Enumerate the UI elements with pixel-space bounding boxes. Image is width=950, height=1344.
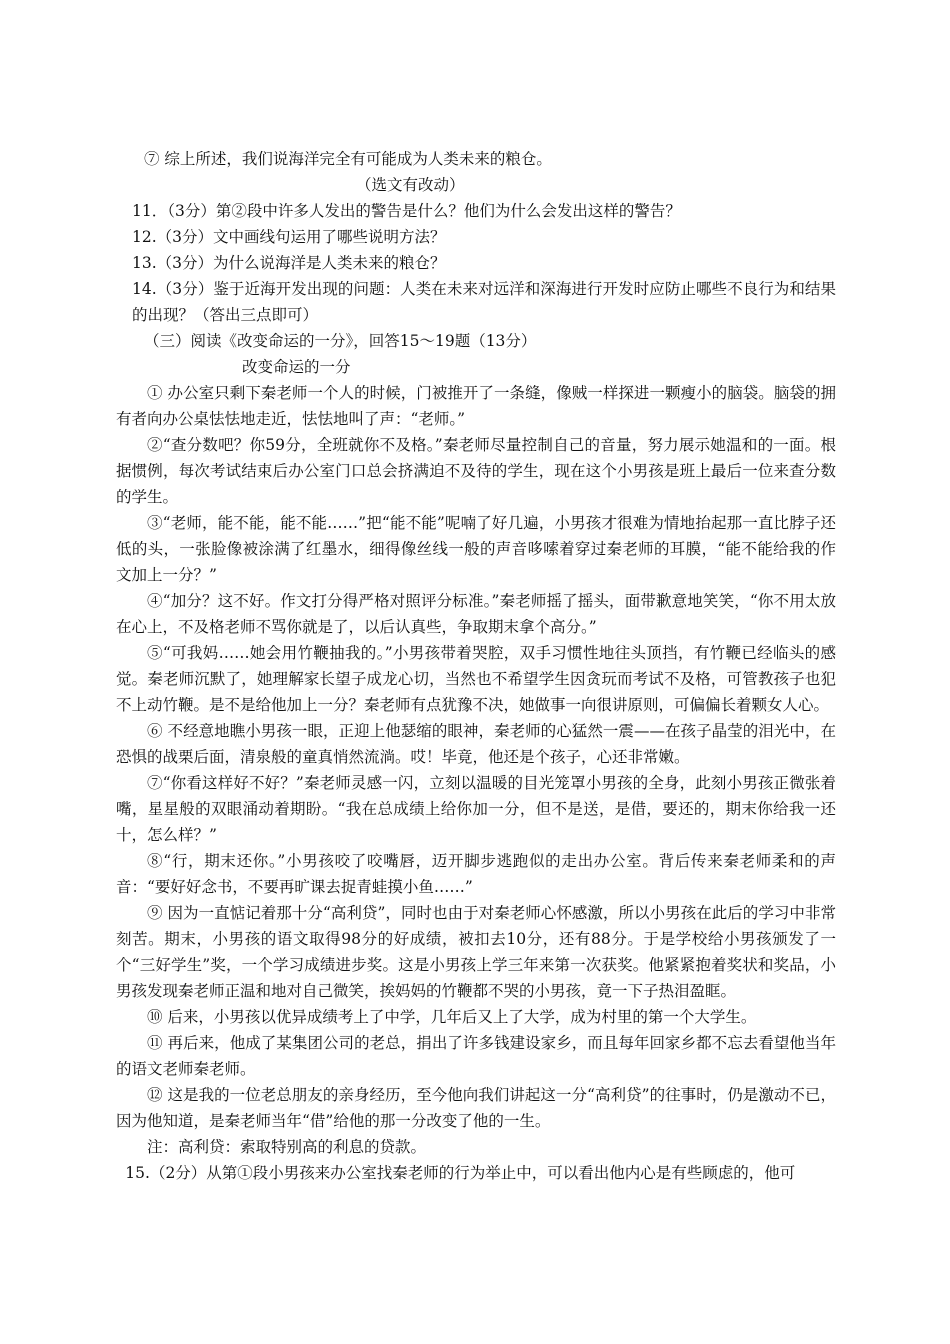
question-14: 14.（3分）鉴于近海开发出现的问题：人类在未来对远洋和深海进行开发时应防止哪些不良行为和结果的出现？（答出三点即可）	[132, 280, 836, 324]
article-paragraph-7: ⑦“你看这样好不好？”秦老师灵感一闪，立刻以温暖的目光笼罩小男孩的全身，此刻小男孩正微张着嘴，星星般的双眼涌动着期盼。“我在总成绩上给你加一分，但不是送，是借，要还的，期末你给我一还十，怎么样？”	[116, 774, 836, 844]
article-paragraph-3: ③“老师，能不能，能不能……”把“能不能”呢喃了好几遍，小男孩才很难为情地抬起那一直比脖子还低的头，一张脸像被涂满了红墨水，细得像丝线一般的声音哆嗦着穿过秦老师的耳膜，“能不能给我的作文加上一分？”	[116, 514, 836, 584]
question-11: 11．（3分）第②段中许多人发出的警告是什么？他们为什么会发出这样的警告？	[132, 202, 681, 220]
article-paragraph-1: ① 办公室只剩下秦老师一个人的时候，门被推开了一条缝，像贼一样探进一颗瘦小的脑袋。脑袋的拥有者向办公桌怯怯地走近，怯怯地叫了声：“老师。”	[116, 384, 836, 428]
footnote: 注：高利贷：索取特别高的利息的贷款。	[147, 1138, 427, 1156]
article-paragraph-10: ⑩ 后来，小男孩以优异成绩考上了中学，几年后又上了大学，成为村里的第一个大学生。	[147, 1008, 757, 1026]
question-15: 15.（2分）从第①段小男孩来办公室找秦老师的行为举止中，可以看出他内心是有些顾虑的，他可	[125, 1164, 796, 1182]
section-3-heading: （三）阅读《改变命运的一分》，回答15～19题（13分）	[144, 332, 537, 350]
article-title: 改变命运的一分	[242, 358, 351, 376]
exam-page	[116, 146, 836, 1186]
article-paragraph-2: ②“查分数吧？你59分，全班就你不及格。”秦老师尽量控制自己的音量，努力展示她温和的一面。根据惯例，每次考试结束后办公室门口总会挤满迫不及待的学生，现在这个小男孩是班上最后一位来查分数的学生。	[116, 436, 836, 506]
article-paragraph-4: ④“加分？这不好。作文打分得严格对照评分标准。”秦老师摇了摇头，面带歉意地笑笑，“你不用太放在心上，不及格老师不骂你就是了，以后认真些，争取期末拿个高分。”	[116, 592, 836, 636]
paragraph-7-conclusion: ⑦ 综上所述，我们说海洋完全有可能成为人类未来的粮仓。	[144, 150, 552, 168]
article-paragraph-5: ⑤“可我妈……她会用竹鞭抽我的。”小男孩带着哭腔，双手习惯性地往头顶挡，有竹鞭已经临头的感觉。秦老师沉默了，她理解家长望子成龙心切，当然也不希望学生因贪玩而考试不及格，可管教孩子也犯不上动竹鞭。是不是给他加上一分？秦老师有点犹豫不决，她做事一向很讲原则，可偏偏长着颗女人心。	[116, 644, 836, 714]
article-paragraph-6: ⑥ 不经意地瞧小男孩一眼，正迎上他瑟缩的眼神，秦老师的心猛然一震——在孩子晶莹的泪光中，在恐惧的战栗后面，清泉般的童真悄然流淌。哎！毕竟，他还是个孩子，心还非常嫩。	[116, 722, 836, 766]
article-paragraph-11: ⑪ 再后来，他成了某集团公司的老总，捐出了许多钱建设家乡，而且每年回家乡都不忘去看望他当年的语文老师秦老师。	[116, 1034, 836, 1078]
question-13: 13.（3分）为什么说海洋是人类未来的粮仓？	[132, 254, 446, 272]
article-paragraph-12: ⑫ 这是我的一位老总朋友的亲身经历，至今他向我们讲起这一分“高利贷”的往事时，仍是激动不已，因为他知道，是秦老师当年“借”给他的那一分改变了他的一生。	[116, 1086, 836, 1130]
question-12: 12.（3分）文中画线句运用了哪些说明方法？	[132, 228, 446, 246]
source-note: （选文有改动）	[356, 176, 465, 194]
article-paragraph-8: ⑧“行，期末还你。”小男孩咬了咬嘴唇，迈开脚步逃跑似的走出办公室。背后传来秦老师柔和的声音：“要好好念书，不要再旷课去捉青蛙摸小鱼……”	[116, 852, 836, 896]
article-paragraph-9: ⑨ 因为一直惦记着那十分“高利贷”，同时也由于对秦老师心怀感激，所以小男孩在此后的学习中非常刻苦。期末，小男孩的语文取得98分的好成绩，被扣去10分，还有88分。于是学校给小男孩颁发了一个“三好学生”奖，一个学习成绩进步奖。这是小男孩上学三年来第一次获奖。他紧紧抱着奖状和奖品，小男孩发现秦老师正温和地对自己微笑，挨妈妈的竹鞭都不哭的小男孩，竟一下子热泪盈眶。	[116, 904, 836, 1000]
